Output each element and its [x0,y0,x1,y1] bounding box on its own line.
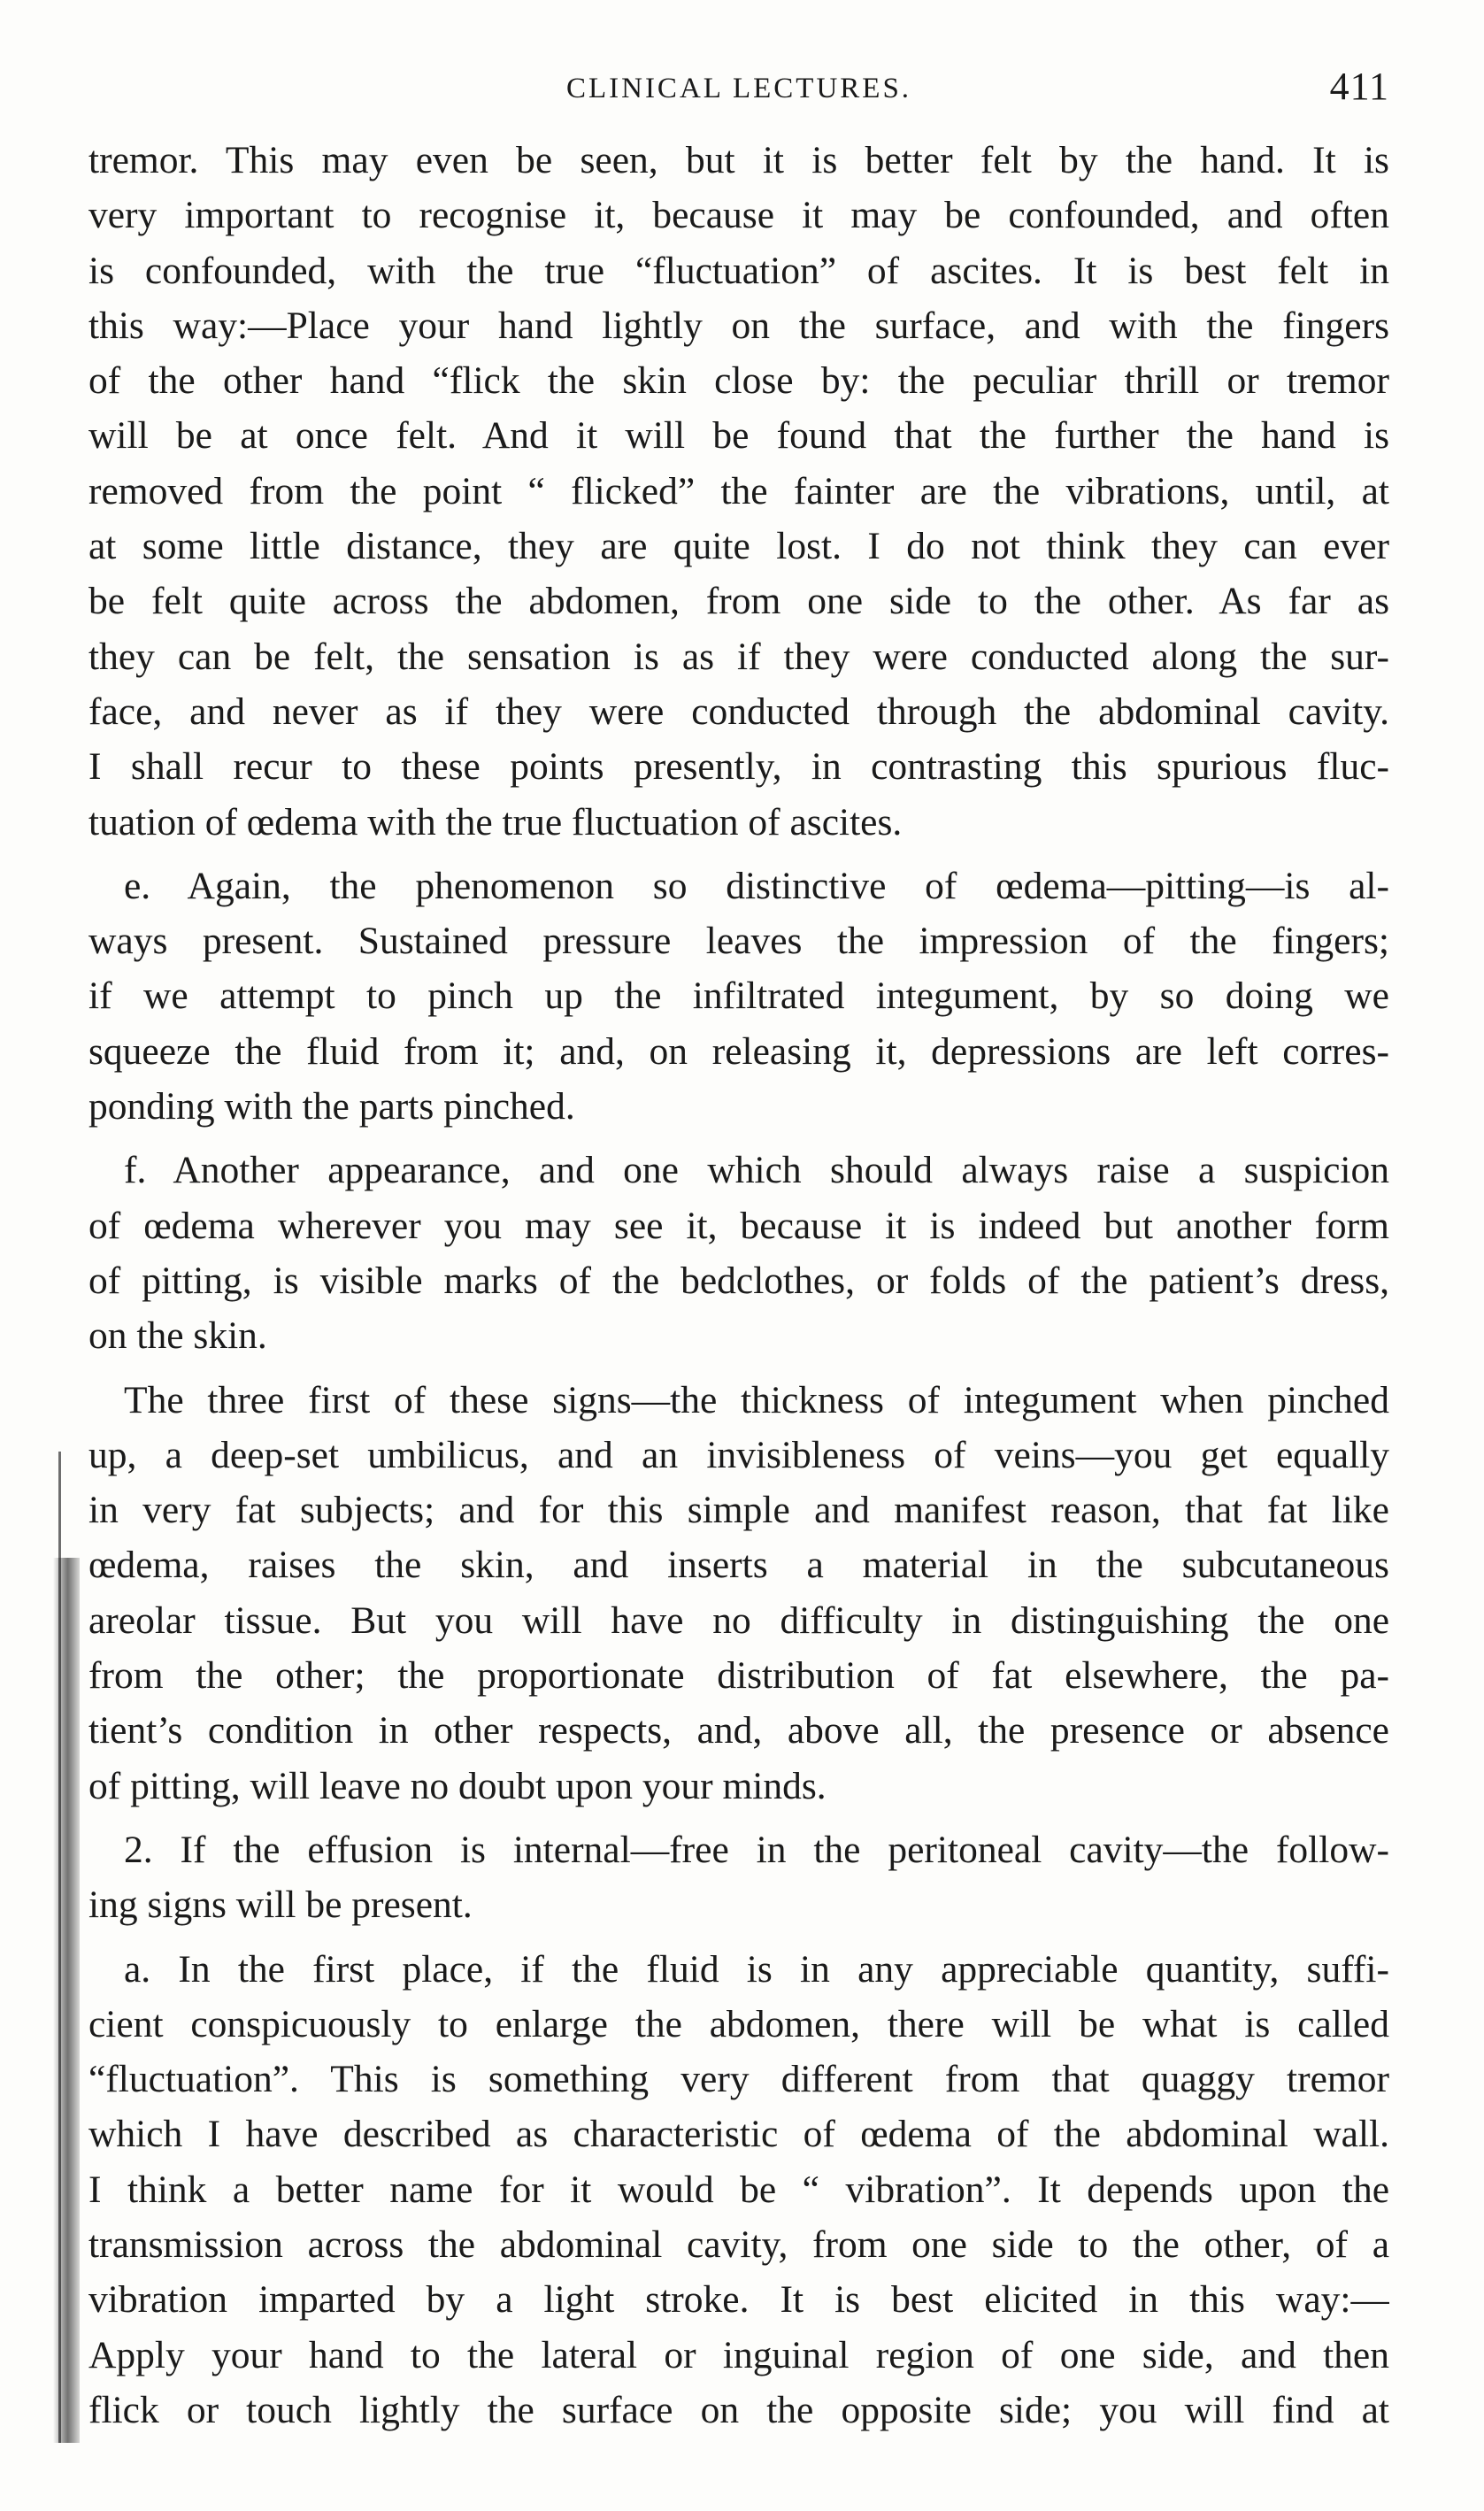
page-number: 411 [1329,65,1389,108]
text-line: be felt quite across the abdomen, from one side to the other. As far as [88,580,1389,623]
text-line: tremor. This may even be seen, but it is better felt by the hand. It is [88,139,1389,181]
text-line: ways present. Sustained pressure leaves the impression of the fingers; [88,920,1389,963]
text-line: œdema, raises the skin, and inserts a material in the subcutaneous [88,1544,1389,1587]
text-line: ing signs will be present. [88,1883,473,1927]
binding-gutter-shadow [53,1558,80,2443]
text-line: will be at once felt. And it will be found that the further the hand is [88,414,1389,458]
text-line: removed from the point “ flicked” the fainter are the vibrations, until, at [88,469,1389,512]
paragraph-tremor [88,133,1389,850]
text-line: squeeze the fluid from it; and, on releasing it, depressions are left corres- [88,1029,1389,1073]
text-line: in very fat subjects; and for this simple and manifest reason, that fat like [88,1489,1389,1532]
text-line: tient’s condition in other respects, and, above all, the presence or absence [88,1709,1389,1752]
text-line: very important to recognise it, because it may be confounded, and often [88,194,1389,237]
text-line: 2. If the effusion is internal—free in the peritoneal cavity—the follow- [124,1828,1389,1871]
body-text [88,133,1389,2446]
text-line: e. Again, the phenomenon so distinctive of œdema—pitting—is al- [124,864,1389,907]
paragraph-2-internal-effusion [88,1822,1389,1933]
running-header [88,64,1389,117]
text-line: they can be felt, the sensation is as if they were conducted along the sur- [88,635,1389,678]
text-line: The three first of these signs—the thickness of integument when pinched [124,1378,1389,1421]
text-line: tuation of œdema with the true fluctuation of ascites. [88,800,903,843]
text-line: is confounded, with the true “fluctuation” of ascites. It is best felt in [88,249,1389,292]
text-line: “fluctuation”. This is something very different from that quaggy tremor [88,2058,1389,2101]
paragraph-f-marks [88,1143,1389,1363]
text-line: up, a deep-set umbilicus, and an invisibleness of veins—you get equally [88,1433,1389,1476]
text-line: vibration imparted by a light stroke. It is best elicited in this way:— [88,2278,1389,2322]
text-line: areolar tissue. But you will have no difficulty in distinguishing the one [88,1598,1389,1642]
text-line: at some little distance, they are quite lost. I do not think they can ever [88,525,1389,568]
running-title: CLINICAL LECTURES. [565,73,912,104]
paragraph-e-pitting [88,859,1389,1134]
text-line: of pitting, is visible marks of the bedclothes, or folds of the patient’s dress, [88,1259,1389,1302]
text-line: transmission across the abdominal cavity, from one side to the other, of a [88,2222,1389,2266]
text-line: face, and never as if they were conducted through the abdominal cavity. [88,689,1389,733]
paragraph-a-fluctuation [88,1942,1389,2438]
text-line: a. In the first place, if the fluid is in any appreciable quantity, suffi- [124,1947,1389,1991]
text-line: Apply your hand to the lateral or inguinal region of one side, and then [88,2333,1389,2376]
text-line: this way:—Place your hand lightly on the surface, and with the fingers [88,304,1389,347]
text-line: if we attempt to pinch up the infiltrated integument, by so doing we [88,974,1389,1018]
text-line: of pitting, will leave no doubt upon your minds. [88,1764,827,1807]
text-line: on the skin. [88,1314,267,1358]
text-line: ponding with the parts pinched. [88,1085,575,1128]
text-line: flick or touch lightly the surface on the opposite side; you will find at [88,2388,1389,2431]
text-line: of œdema wherever you may see it, because it is indeed but another form [88,1204,1389,1247]
text-line: I think a better name for it would be “ vibration”. It depends upon the [88,2168,1389,2211]
text-line: cient conspicuously to enlarge the abdomen, there will be what is called [88,2002,1389,2045]
text-line: from the other; the proportionate distribution of fat elsewhere, the pa- [88,1654,1389,1698]
text-line: I shall recur to these points presently, in contrasting this spurious fluc- [88,745,1389,789]
text-line: of the other hand “flick the skin close by: the peculiar thrill or tremor [88,359,1389,403]
text-line: f. Another appearance, and one which should always raise a suspicion [124,1149,1389,1192]
text-line: which I have described as characteristic of œdema of the abdominal wall. [88,2113,1389,2156]
paragraph-fat-subjects [88,1373,1389,1814]
